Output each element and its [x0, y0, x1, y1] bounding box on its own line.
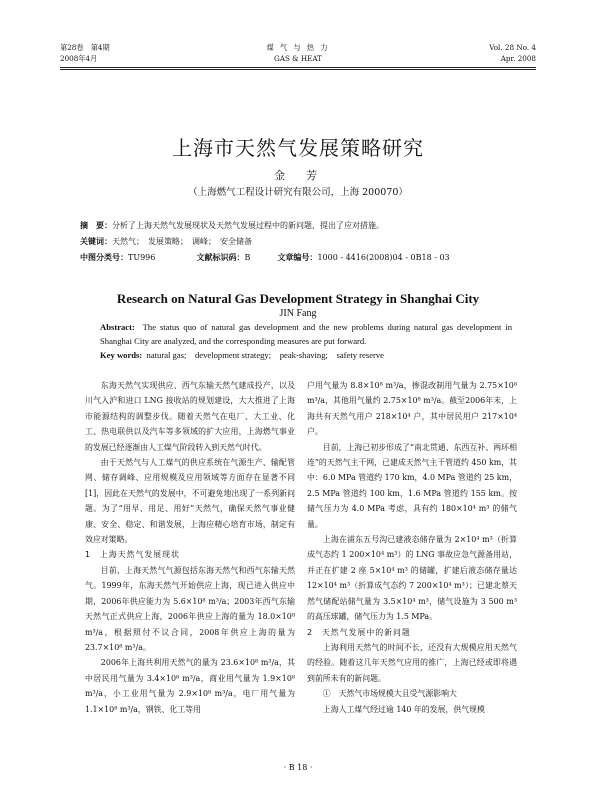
paragraph: 户用气量为 8.8×10⁸ m³/a，掺混改制用气量为 2.75×10⁸ m³/a，其他用气量约 2.75×10⁸ m³/a。截至2006年末，上海共有天然气用户 218×10⁴ 户，其中居民用户 217×10⁴ 户。 [307, 381, 517, 437]
article-no-value: 1000 - 4416(2008)04 - 0B18 - 03 [317, 253, 450, 262]
abstract-en-text: The status quo of natural gas development and the new problems during natural gas development in Shanghai City are analyzed, and the corresponding measures are put forward. [100, 322, 513, 346]
author-en: JIN Fang [279, 308, 317, 319]
volume-issue: 第28卷 第4期 [60, 43, 110, 52]
journal-name-cn: 煤 气 与 热 力 [266, 43, 330, 52]
paragraph: 上海利用天然气的时间不长，还没有大规模应用天然气的经验。随着这几年天然气应用的推广，上海已经或即将遇到前所未有的新问题。 [307, 642, 517, 683]
abstract-label: 摘 要： [80, 221, 112, 230]
subsection-heading: ① 天然气市场规模大且受气源影响大 [322, 689, 457, 699]
article-no-label: 文章编号： [277, 253, 318, 262]
section-heading: 1 上海天然气发展现状 [85, 550, 180, 560]
body-column-right [307, 378, 517, 717]
keywords-label: 关键词： [80, 237, 112, 246]
running-header-right [489, 42, 536, 64]
abstract-text: 分析了上海天然气发展现状及天然气发展过程中的新问题，提出了应对措施。 [112, 221, 384, 230]
issue-date: 2008年4月 [60, 54, 98, 63]
affiliation-cn: （上海燃气工程设计研究有限公司，上海 200070） [188, 187, 408, 198]
article-title-en: Research on Natural Gas Development Strategy in Shanghai City [116, 291, 480, 306]
keywords-en [100, 348, 512, 362]
keywords-en-label: Key words: [100, 350, 143, 360]
paragraph: 上海在浦东五号沟已建液态储存量为 2×10⁴ m³（折算成气态约 1 200×10⁴ m³）的 LNG 事故应急气源备用站，并正在扩建 2 座 5×10⁴ m³ 的储罐，扩建后液态储存量达 12×10⁴ m³（折算成气态约 7 200×10⁴ m³）；已建北蔡天然气储配站储气量为 3.5×10⁴ m³，储气设施为 3 500 m³ 的高压球罐，储气压力为 1.5 MPa。 [307, 535, 517, 622]
paragraph: 目前，上海已初步形成了“南北贯通、东西互补、两环相连”的天然气主干网，已建成天然气主干管道约 450 km，其中：6.0 MPa 管道约 170 km，4.0 MPa 管道约 25 km，2.5 MPa 管道约 100 km，1.6 MPa 管道约 155 km。按储气压力为 4.0 MPa 考虑，具有约 180×10⁴ m³ 的储气量。 [307, 442, 517, 529]
keywords-cn [80, 235, 516, 249]
clc-label: 中图分类号： [80, 253, 128, 262]
abstract-en-label: Abstract: [100, 322, 135, 332]
section-heading: 2 天然气发展中的新问题 [307, 627, 411, 637]
issue-date-en: Apr. 2008 [500, 54, 536, 63]
paragraph: 2006年上海共利用天然气的量为 23.6×10⁸ m³/a，其中居民用气量为 3.4×10⁸ m³/a，商业用气量为 1.9×10⁸ m³/a，小工业用气量为 2.9×10⁸ m³/a，电厂用气量为 1.1×10⁸ m³/a，钢铁、化工等用 [85, 658, 295, 714]
paragraph: 上海人工煤气经过逾 140 年的发展，供气规模 [322, 704, 485, 714]
header-rule-top [60, 67, 536, 68]
journal-name-en: GAS & HEAT [274, 54, 322, 63]
header-rule-bottom [60, 69, 536, 70]
clc-value: TU996 [128, 253, 156, 262]
page-number: · B 18 · [283, 763, 313, 772]
body-column-left [85, 378, 295, 717]
paragraph: 目前，上海天然气气源包括东海天然气和西气东输天然气。1999年，东海天然气开始供应上海，现已进入供应中期，2006年供应能力为 5.6×10⁸ m³/a；2003年西气东输天然气正式供应上海，2006年供应上海的量为 18.0×10⁸ m³/a，根据照付不议合同，2008年供应上海的量为 23.7×10⁸ m³/a。 [85, 565, 295, 652]
paragraph: 东海天然气实现供应、西气东输天然气建成投产，以及川气入沪和进口 LNG 接收站的规划建设，大大推进了上海市能源结构的调整步伐。随着天然气在电厂、大工业、化工、热电联供以及汽车等多领域的扩大应用，上海燃气事业的发展已经逐渐由人工煤气阶段转入到天然气时代。 [85, 381, 295, 452]
abstract-cn [80, 219, 516, 233]
volume-issue-en: Vol. 28 No. 4 [489, 43, 536, 52]
classification-row [80, 251, 516, 265]
author-cn: 金 芳 [274, 169, 322, 182]
doc-code-label: 文献标识码： [196, 253, 245, 262]
keywords-text: 天然气； 发展策略； 调峰； 安全储备 [112, 237, 252, 246]
doc-code-value: B [244, 253, 251, 262]
article-title-cn: 上海市天然气发展策略研究 [172, 136, 424, 160]
abstract-en [100, 320, 512, 348]
paragraph: 由于天然气与人工煤气的供应系统在气源生产、输配管网、储存调峰、应用规模及应用领域等方面存在显著不同[1]，因此在天然气的发展中，不可避免地出现了一系列新问题。为了“用早、用足、用好”天然气，确保天然气事业健康、安全、稳定、和谐发展，上海应精心培育市场，制定有效应对策略。 [85, 458, 295, 545]
keywords-en-text: natural gas; development strategy; peak-shaving; safety reserve [146, 350, 384, 360]
